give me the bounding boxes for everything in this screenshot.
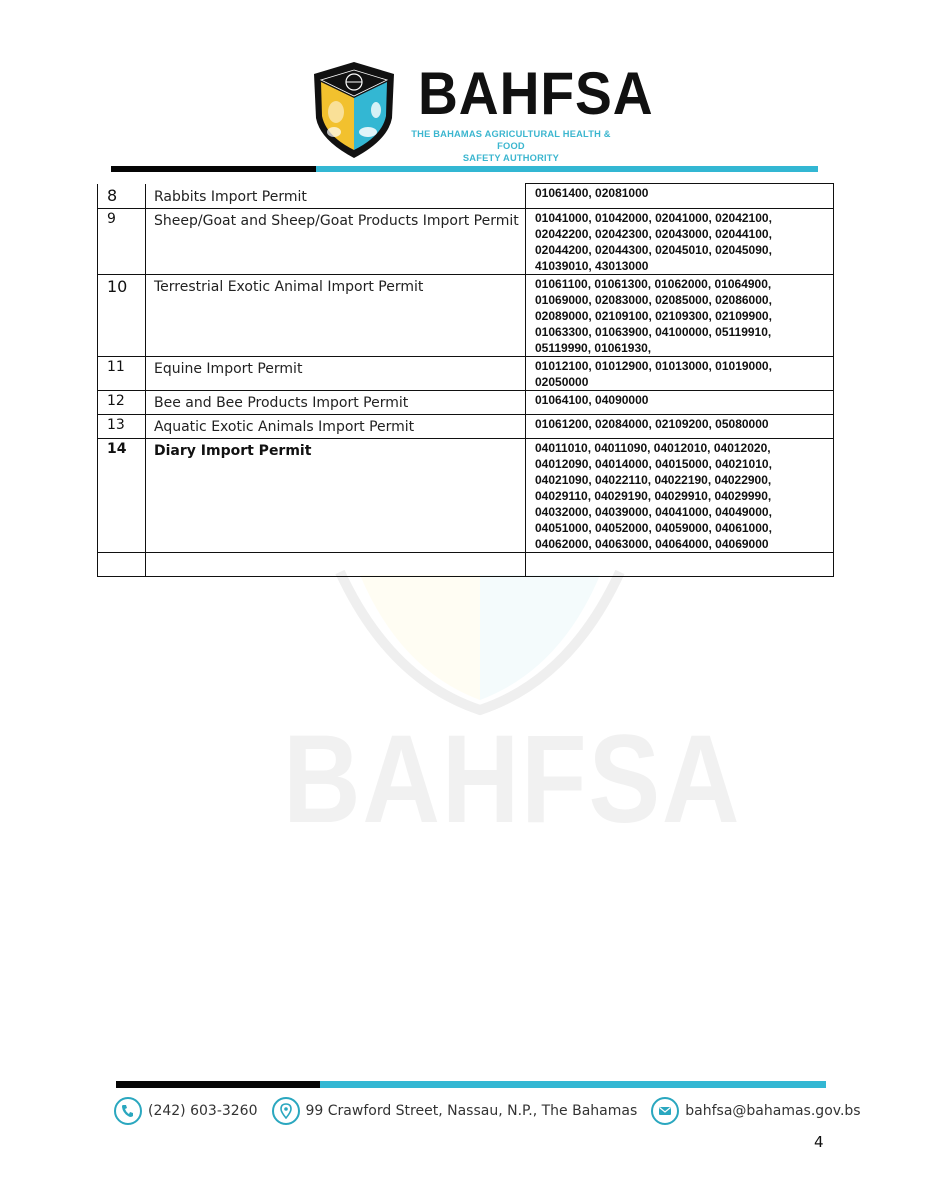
hs-codes <box>526 552 834 576</box>
permit-name: Diary Import Permit <box>146 438 526 552</box>
hs-codes: 04011010, 04011090, 04012010, 04012020, 04012090, 04014000, 04015000, 04021010, 04021090, 04022110, 04022190, 04022900, 04029110, 04029190, 04029910, 04029990, 04032000, 04039000, 04041000, 04049000, 04051000, 04052000, 04059000, 04061000, 04062000, 04063000, 04064000, 04069000 <box>526 438 834 552</box>
email-icon <box>651 1097 679 1125</box>
table-row <box>98 356 834 390</box>
permits-table <box>97 183 834 577</box>
watermark-text: BAHFSA <box>283 710 742 849</box>
table-row <box>98 184 834 209</box>
permit-name: Rabbits Import Permit <box>146 184 526 209</box>
footer-phone: (242) 603-3260 <box>148 1103 258 1119</box>
table-row-empty <box>98 552 834 576</box>
phone-icon <box>114 1097 142 1125</box>
bahfsa-shield-logo-icon <box>310 60 398 160</box>
logo-subtitle <box>398 128 624 164</box>
permit-name: Terrestrial Exotic Animal Import Permit <box>146 274 526 356</box>
hs-codes: 01061200, 02084000, 02109200, 05080000 <box>526 414 834 438</box>
permit-name: Aquatic Exotic Animals Import Permit <box>146 414 526 438</box>
row-number: 13 <box>98 414 146 438</box>
row-number: 14 <box>98 438 146 552</box>
footer-address: 99 Crawford Street, Nassau, N.P., The Bahamas <box>305 1103 638 1119</box>
permit-name: Sheep/Goat and Sheep/Goat Products Import Permit <box>146 208 526 274</box>
hs-codes: 01012100, 01012900, 01013000, 01019000, 02050000 <box>526 356 834 390</box>
hs-codes: 01041000, 01042000, 02041000, 02042100, 02042200, 02042300, 02043000, 02044100, 02044200, 02044300, 02045010, 02045090, 41039010, 43013000 <box>526 208 834 274</box>
table-row <box>98 208 834 274</box>
footer-contact <box>114 1094 875 1128</box>
table-row <box>98 414 834 438</box>
logo-subtitle-line2: SAFETY AUTHORITY <box>462 153 560 163</box>
row-number: 12 <box>98 390 146 414</box>
row-number: 11 <box>98 356 146 390</box>
footer-email[interactable]: bahfsa@bahamas.gov.bs <box>685 1103 861 1119</box>
row-number: 10 <box>98 274 146 356</box>
hs-codes: 01061100, 01061300, 01062000, 01064900, 01069000, 02083000, 02085000, 02086000, 02089000, 02109100, 02109300, 02109900, 01063300, 01063900, 04100000, 05119910, 05119990, 01061930, <box>526 274 834 356</box>
hs-codes: 01061400, 02081000 <box>526 184 834 209</box>
page-header <box>0 0 932 175</box>
table-row <box>98 274 834 356</box>
table-row <box>98 438 834 552</box>
permit-name <box>146 552 526 576</box>
page-number: 4 <box>814 1133 824 1151</box>
row-number: 8 <box>98 184 146 209</box>
row-number: 9 <box>98 208 146 274</box>
row-number <box>98 552 146 576</box>
footer-divider <box>116 1081 826 1088</box>
table-row <box>98 390 834 414</box>
header-divider <box>111 166 818 172</box>
logo-subtitle-line1: THE BAHAMAS AGRICULTURAL HEALTH & FOOD <box>411 129 611 151</box>
hs-codes: 01064100, 04090000 <box>526 390 834 414</box>
permit-name: Equine Import Permit <box>146 356 526 390</box>
permit-name: Bee and Bee Products Import Permit <box>146 390 526 414</box>
location-pin-icon <box>272 1097 300 1125</box>
logo-wordmark: BAHFSA <box>418 60 654 127</box>
